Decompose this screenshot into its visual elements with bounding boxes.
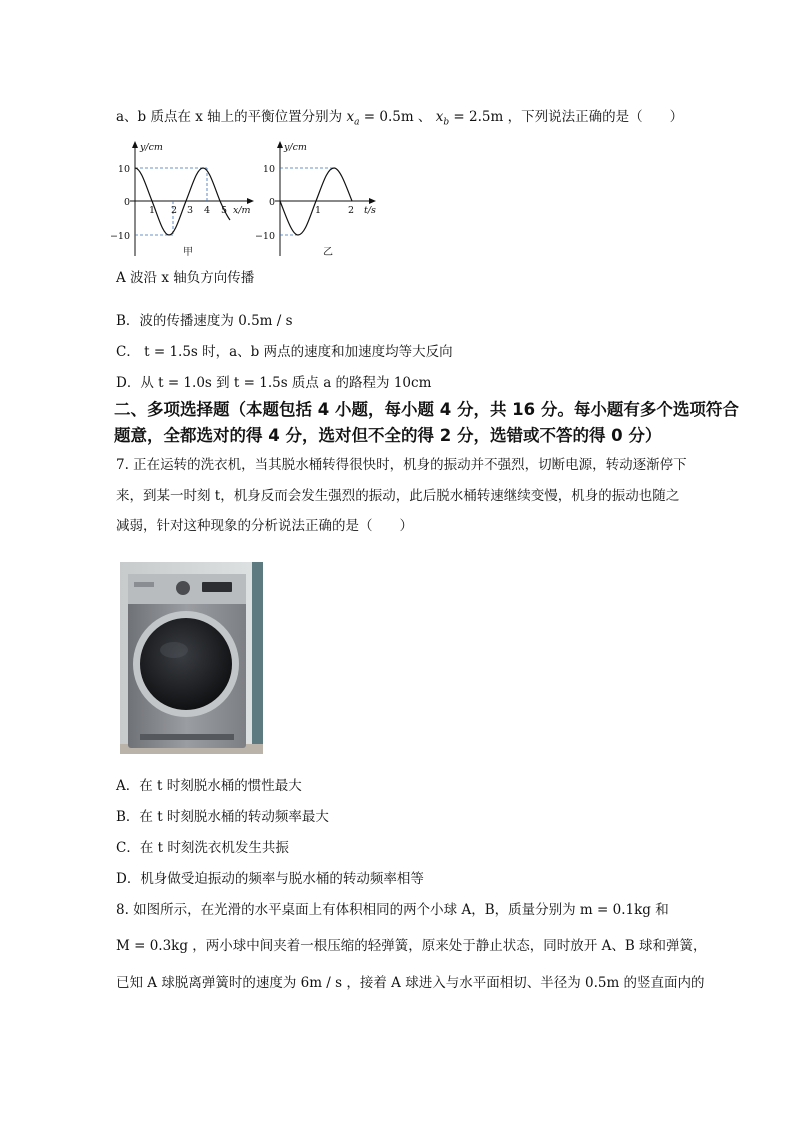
graph-caption: 乙 — [323, 247, 333, 258]
q8-stem-line1: 8. 如图所示，在光滑的水平桌面上有体积相同的两个小球 A，B，质量分别为 m = 0.1kg 和 — [116, 902, 669, 918]
display-panel — [202, 582, 232, 592]
q7-stem-line3: 减弱，针对这种现象的分析说法正确的是（ ） — [116, 518, 413, 534]
y-tick-0: 0 — [268, 197, 275, 208]
y-tick-neg10: −10 — [109, 231, 130, 242]
graph-jia — [110, 138, 270, 260]
xa-value: = 0.5m 、 — [359, 109, 436, 125]
y-axis-arrow — [277, 141, 283, 148]
q6-option-d: D．从 t = 1.0s 到 t = 1.5s 质点 a 的路程为 10cm — [116, 375, 432, 391]
x-tick-4: 4 — [203, 205, 211, 216]
detergent-drawer — [134, 582, 154, 587]
q8-stem-line2: M = 0.3kg ，两小球中间夹着一根压缩的轻弹簧，原来处于静止状态，同时放开 A、B 球和弹簧， — [116, 938, 707, 954]
x-tick-1: 1 — [148, 205, 156, 216]
t-axis-label: t/s — [364, 205, 376, 216]
x-axis-arrow — [369, 198, 376, 204]
y-axis-arrow — [132, 141, 138, 148]
y-tick-neg10: −10 — [254, 231, 275, 242]
q7-stem-line1: 7. 正在运转的洗衣机，当其脱水桶转得很快时，机身的振动并不强烈，切断电源，转动逐渐停下 — [116, 457, 687, 473]
door-glass — [140, 618, 232, 710]
y-tick-10: 10 — [262, 164, 275, 175]
q7-stem-line2: 来，到某一时刻 t，机身反而会发生强烈的振动，此后脱水桶转速继续变慢，机身的振动也随之 — [116, 488, 680, 504]
x-axis-label: x/m — [233, 205, 251, 216]
graph-caption: 甲 — [183, 247, 193, 258]
xb-symbol: x — [435, 109, 444, 125]
q6-option-c: C． t = 1.5s 时，a、b 两点的速度和加速度均等大反向 — [116, 344, 453, 360]
wall-strip — [252, 562, 263, 754]
q6-option-a: A 波沿 x 轴负方向传播 — [116, 270, 255, 286]
xa-symbol: x — [346, 109, 355, 125]
q8-stem-line3: 已知 A 球脱离弹簧时的速度为 6m / s ，接着 A 球进入与水平面相切、半径为 0.5m 的竖直面内的 — [116, 975, 705, 991]
section-heading-line2: 题意，全都选对的得 4 分，选对但不全的得 2 分，选错或不答的得 0 分） — [114, 426, 662, 445]
y-axis-label: y/cm — [284, 142, 307, 153]
washing-machine-image — [120, 562, 263, 754]
x-tick-2: 2 — [170, 205, 178, 216]
q6-stem-prefix: a、b 质点在 x 轴上的平衡位置分别为 — [116, 109, 347, 125]
y-tick-0: 0 — [123, 197, 130, 208]
t-tick-1: 1 — [314, 205, 322, 216]
t-tick-2: 2 — [347, 205, 355, 216]
q7-option-d: D．机身做受迫振动的频率与脱水桶的转动频率相等 — [116, 871, 424, 887]
graph-yi — [254, 138, 390, 260]
x-tick-5: 5 — [220, 205, 228, 216]
q7-option-b: B．在 t 时刻脱水桶的转动频率最大 — [116, 809, 329, 825]
q7-option-a: A．在 t 时刻脱水桶的惯性最大 — [116, 778, 302, 794]
x-axis-arrow — [247, 198, 254, 204]
y-tick-10: 10 — [117, 164, 130, 175]
base-kick — [140, 734, 234, 740]
xa-subscript: a — [354, 117, 360, 128]
xb-subscript: b — [443, 117, 450, 128]
glass-reflection — [160, 642, 188, 658]
dial-knob — [176, 581, 190, 595]
xb-value: = 2.5m ，下列说法正确的是（ ） — [449, 109, 684, 125]
x-tick-3: 3 — [186, 205, 194, 216]
q6-stem — [116, 108, 683, 132]
section-heading-line1: 二、多项选择题（本题包括 4 小题，每小题 4 分，共 16 分。每小题有多个选项符合 — [114, 400, 739, 419]
y-axis-label: y/cm — [140, 142, 163, 153]
q6-option-b: B．波的传播速度为 0.5m / s — [116, 313, 293, 329]
q7-option-c: C．在 t 时刻洗衣机发生共振 — [116, 840, 289, 856]
